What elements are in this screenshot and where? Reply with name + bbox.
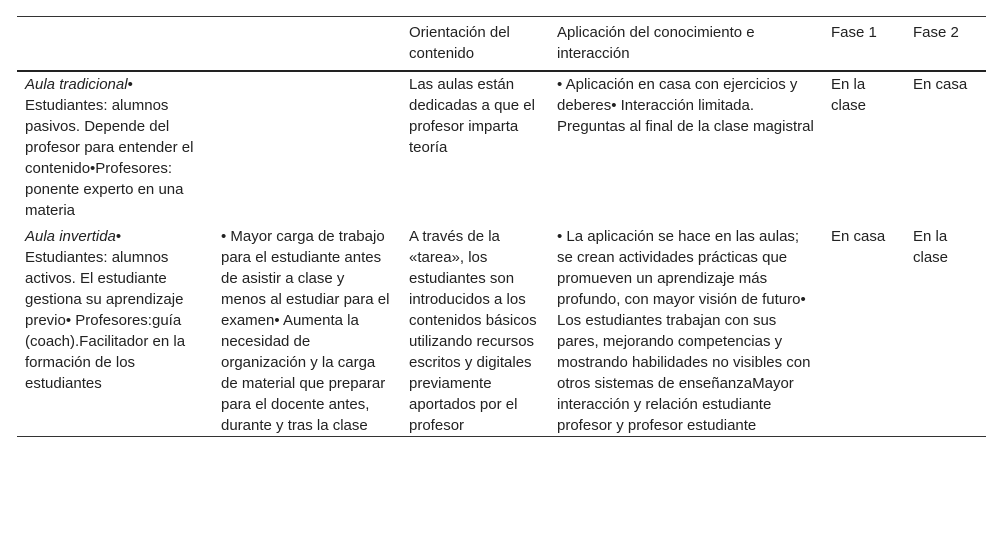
cell-model-description — [17, 221, 213, 437]
cell-workload — [213, 71, 401, 221]
header-cell-fase2: Fase 2 — [913, 24, 959, 41]
header-cell-model — [17, 17, 213, 72]
cell-fase1: En la clase — [831, 76, 867, 114]
comparison-table — [17, 16, 986, 437]
model-roles: • Estudiantes: alumnos pasivos. Depende del profesor para entender el contenido•Profesores: ponente experto en una materia — [25, 76, 194, 219]
header-cell-workload — [213, 17, 401, 72]
model-roles: • Estudiantes: alumnos activos. El estudiante gestiona su aprendizaje previo• Profesores:guía (coach).Facilitador en la formación de los estudiantes — [25, 228, 186, 392]
cell-model-description — [17, 71, 213, 221]
comparison-table-container — [17, 16, 986, 437]
cell-fase2: En la clase — [913, 228, 949, 266]
cell-fase1: En casa — [831, 228, 886, 245]
header-cell-fase1: Fase 1 — [831, 24, 877, 41]
header-cell-orientation: Orientación del contenido — [409, 24, 510, 62]
model-name: Aula invertida — [25, 228, 116, 245]
table-row — [17, 71, 986, 221]
table-row — [17, 221, 986, 437]
cell-workload: • Mayor carga de trabajo para el estudiante antes de asistir a clase y menos al estudiar para el examen• Aumenta la necesidad de organización y la carga de material que preparar para el docente antes, durante y tras la clase — [221, 228, 390, 434]
header-cell-application: Aplicación del conocimiento e interacción — [557, 24, 755, 62]
table-header-row — [17, 17, 986, 72]
model-name: Aula tradicional — [25, 76, 128, 93]
cell-orientation: A través de la «tarea», los estudiantes son introducidos a los contenidos básicos utilizando recursos escritos y digitales previamente aportados por el profesor — [409, 228, 537, 434]
cell-fase2: En casa — [913, 76, 968, 93]
cell-orientation: Las aulas están dedicadas a que el profesor imparta teoría — [409, 76, 535, 156]
cell-application: • La aplicación se hace en las aulas; se crean actividades prácticas que promueven un aprendizaje más profundo, con mayor visión de futuro• Los estudiantes trabajan con sus pares, mejorando competencias y mostrando habilidades no visibles con otros sistemas de enseñanzaMayor interacción y relación estudiante profesor y profesor estudiante — [557, 228, 811, 434]
cell-application: • Aplicación en casa con ejercicios y deberes• Interacción limitada. Preguntas al final de la clase magistral — [557, 76, 814, 135]
